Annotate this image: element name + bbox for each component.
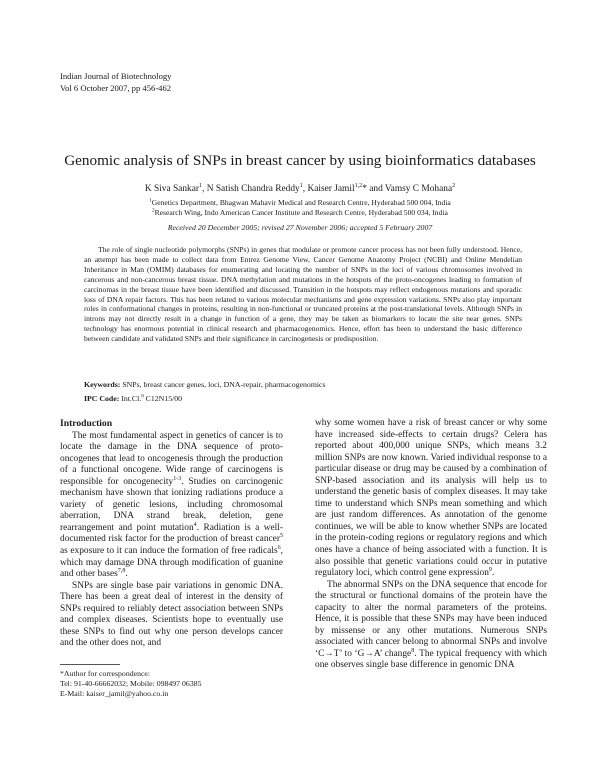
keywords-label: Keywords:	[84, 380, 121, 389]
author-list	[0, 183, 600, 195]
citation: 1-3	[173, 475, 182, 482]
keywords-text: SNPs, breast cancer genes, loci, DNA-repair, pharmacogenomics	[120, 380, 326, 389]
citation: 5	[279, 533, 283, 540]
left-column	[60, 418, 283, 650]
author-affiliation-mark: 2	[452, 182, 456, 189]
paragraph: why some women have a risk of breast cancer or why some have increased side-effects to certain drugs? Celera has reported about 400,000 unique SNPs, which means 3.2 million SNPs are now known. Varied individual response to a particular disease or drug may be caused by a combination of SNP-based association and its analysis will help us to understand the genetic basis of complex diseases. It may take time to understand which SNPs mean something and which are just random differences. As annotation of the genome continues, we will be able to know whether SNPs are located in the protein-coding regions or regulatory regions and which ones have a chance of being associated with a function. It is also possible that genetic variations could occur in putative regulatory loci, which control gene expression$^9$.	[315, 418, 547, 579]
citation: 4	[193, 521, 197, 528]
journal-name: Indian Journal of Biotechnology	[60, 71, 172, 81]
author-name: * and Vamsy C Mohana	[362, 184, 453, 194]
ipc-code: IPC Code: Int.Cl.$^8$ C12N15/00	[84, 393, 183, 403]
section-heading-introduction: Introduction	[60, 418, 113, 429]
ipc-label: IPC Code:	[84, 394, 120, 403]
affiliations	[0, 198, 600, 218]
abstract: The role of single nucleotide polymorphs (SNPs) in genes that modulate or promote cancer process has not been fully understood. Hence, an attempt has been made to collect data from Entrez Genome View, Cancer Genome Anatomy Project (NCBI) and Online Mendelian Inheritance in Man (OMIM) databases for enumerating and locating the number of SNPs in the loci of various chromosomes involved in cancerous and non-cancerous breast tissue. DNA methylation and mutations in the hotspots of the proto-oncogenes leading to formation of carcinomas in the breast tissue have been identified and discussed. Transition in the hotspots may reflect endogenous mutations and sporadic loss of DNA repair factors. This has been related to various molecular mechanisms and gene expression variations. SNPs also play important roles in conformational changes in proteins, resulting in non-functional or truncated proteins at the post-translational levels. Although SNPs in introns may not directly result in a change in function of a gene, they may be taken as biomarkers to locate the site near genes. SNPs technology has enormous potential in clinical research and pharmacogenomics. Hence, effort has been to understand the basic difference between candidate and validated SNPs and their significance in carcinogenesis or predisposition.	[84, 245, 522, 344]
citation: 6	[277, 544, 281, 551]
citation: 7,8	[117, 567, 126, 574]
paper-title: Genomic analysis of SNPs in breast cancer by using bioinformatics databases	[64, 152, 536, 169]
author-affiliation-mark: 1	[199, 182, 203, 189]
author-affiliation-mark: 1	[299, 182, 303, 189]
author-affiliation-mark: 1,2	[354, 182, 363, 189]
footnote-divider	[60, 664, 120, 665]
publication-dates: Received 20 December 2005; revised 27 November 2006; accepted 5 February 2007	[167, 223, 433, 232]
keywords	[84, 380, 522, 390]
correspondence-footnote: *Author for correspondence: Tel: 91-40-66662032; Mobile: 098497 06385 E-Mail: kaiser_jamil@yahoo.co.in	[60, 669, 202, 698]
affiliation-1: $^1$Genetics Department, Bhagwan Mahavir Medical and Research Centre, Hyderabad 500 004, India	[149, 198, 451, 207]
journal-header	[60, 71, 171, 94]
affiliation-2: $^2$Research Wing, Indo American Cancer Institute and Research Centre, Hyderabad 500 034, India	[152, 208, 448, 217]
citation: 8	[411, 647, 415, 654]
author-name: , Kaiser Jamil	[302, 184, 355, 194]
author-email: E-Mail: kaiser_jamil@yahoo.co.in	[60, 688, 169, 698]
author-name: , N Satish Chandra Reddy	[202, 184, 300, 194]
paragraph: SNPs are single base pair variations in genomic DNA. There has been a great deal of interest in the density of SNPs required to reliably detect association between SNPs and complex diseases. Scientists hope to eventually use these SNPs to find out why one person develops cancer and the other does not, and	[60, 580, 283, 649]
right-column	[315, 418, 547, 672]
journal-volume: Vol 6 October 2007, pp 456-462	[60, 82, 172, 93]
citation: 9	[488, 566, 492, 573]
paragraph: The most fundamental aspect in genetics of cancer is to locate the damage in the DNA sequence of proto-oncogenes that lead to oncogenesis through the production of a functional oncogene. Wide range of carcinogens is responsible for oncogenecity$^{1-3}$. Studies on carcinogenic mechanism have shown that ionizing radiations produce a variety of genetic lesions, including chromosomal aberration, DNA strand break, deletion, gene rearrangement and point mutation$^4$. Radiation is a well-documented risk factor for the production of breast cancer$^5$ as exposure to it can induce the formation of free radicals$^6$, which may damage DNA through modification of guanine and other bases$^{7,8}$.	[60, 430, 283, 580]
paragraph: The abnormal SNPs on the DNA sequence that encode for the structural or functional domains of the protein have the capacity to alter the normal parameters of the proteins. Hence, it is possible that these SNPs may have been induced by missense or any other mutations. Numerous SNPs associated with cancer belong to abnormal SNPs and involve ‘C→T’ to ‘G→A’ change$^8$. The typical frequency with which one observes single base difference in genomic DNA	[315, 579, 547, 671]
author-name: K Siva Sankar	[144, 184, 199, 194]
